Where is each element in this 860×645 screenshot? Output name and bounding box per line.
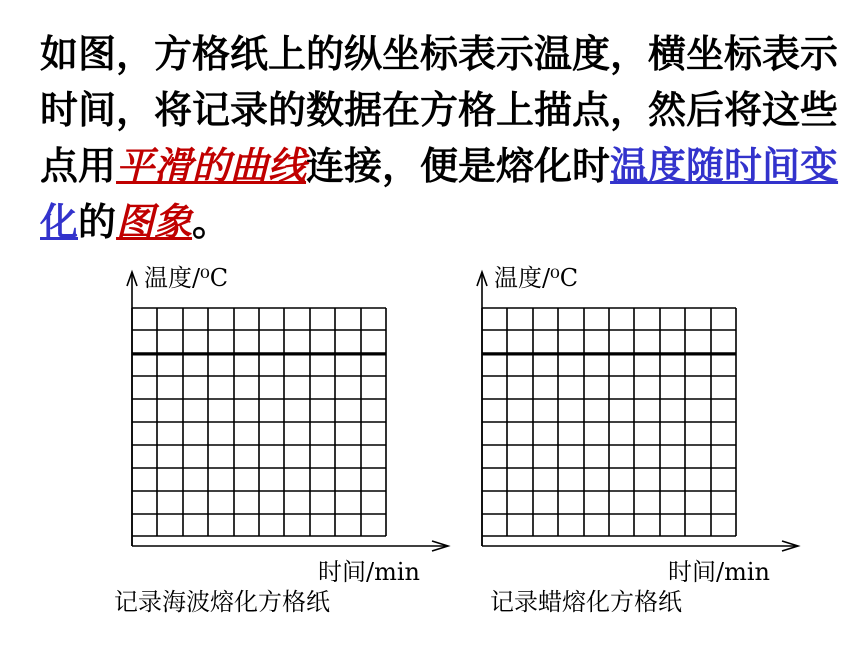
- highlight-temperature-change: 温度随时间变化: [40, 144, 839, 244]
- paragraph-text-2: 连接，便是熔化时: [306, 144, 611, 188]
- graph-right-y-axis: [477, 272, 487, 546]
- instruction-paragraph: [40, 26, 840, 250]
- graph-right: [460, 258, 810, 620]
- graph-left-gridlines: [132, 308, 386, 546]
- paragraph-text-3: 的: [78, 200, 117, 244]
- highlight-smooth-curve: 平滑的曲线: [116, 144, 307, 188]
- graph-right-caption: 记录蜡熔化方格纸: [490, 588, 682, 616]
- graph-left-x-axis: [132, 541, 448, 551]
- graph-left: [110, 258, 460, 620]
- paragraph-text-1: 如图，方格纸上的纵坐标表示温度，横坐标表示时间，将记录的数据在方格上描点，然后将这些点用: [40, 32, 839, 188]
- graph-left-x-label: 时间/min: [318, 558, 420, 586]
- paragraph-text-4: 。: [192, 200, 231, 244]
- graph-right-y-label: 温度/⁰C: [494, 264, 579, 292]
- graph-left-y-axis: [127, 272, 137, 546]
- graph-right-gridlines: [482, 308, 736, 546]
- graph-right-x-axis: [482, 541, 798, 551]
- graph-left-caption: 记录海波熔化方格纸: [114, 588, 330, 616]
- highlight-graph: 图象: [116, 200, 193, 244]
- graph-right-x-label: 时间/min: [668, 558, 770, 586]
- graph-left-y-label: 温度/⁰C: [144, 264, 229, 292]
